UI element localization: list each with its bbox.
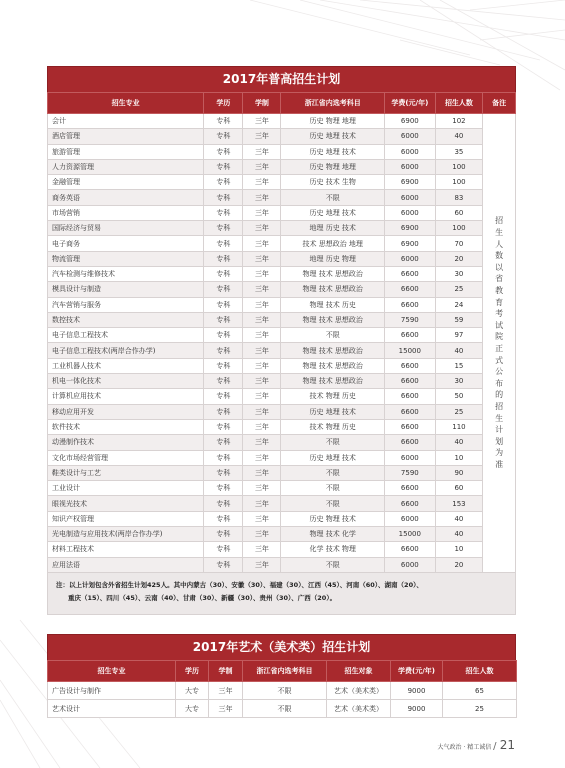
cell-duration: 三年: [243, 236, 281, 251]
cell-quota: 25: [443, 700, 517, 718]
cell-quota: 15: [435, 358, 483, 373]
cell-major: 光电制造与应用技术(两岸合作办学): [48, 527, 204, 542]
cell-target: 艺术（美术类）: [327, 682, 391, 700]
cell-tuition: 15000: [384, 527, 435, 542]
cell-degree: 专科: [204, 205, 243, 220]
art-plan-section: [47, 634, 516, 718]
cell-subjects: 地理 历史 物理: [281, 251, 385, 266]
art-plan-title: 2017年艺术（美术类）招生计划: [47, 634, 516, 660]
cell-subjects: 历史 地理 技术: [281, 450, 385, 465]
table-row: [48, 190, 516, 205]
cell-major: 应用法语: [48, 557, 204, 572]
footnote-line: 重庆（15）、四川（45）、云南（40）、甘肃（30）、新疆（30）、贵州（30）、广西（20）。: [68, 593, 337, 602]
cell-tuition: 6900: [384, 221, 435, 236]
cell-duration: 三年: [243, 527, 281, 542]
cell-degree: 专科: [204, 419, 243, 434]
cell-quota: 10: [435, 450, 483, 465]
cell-duration: 三年: [243, 465, 281, 480]
cell-duration: 三年: [243, 435, 281, 450]
cell-duration: 三年: [243, 312, 281, 327]
header-remark: 备注: [483, 93, 516, 114]
art-plan-table: [47, 660, 517, 718]
cell-degree: 专科: [204, 190, 243, 205]
cell-subjects: 物理 技术 思想政治: [281, 282, 385, 297]
table-row: [48, 496, 516, 511]
cell-major: 汽车营销与服务: [48, 297, 204, 312]
table-row: [48, 312, 516, 327]
table-row: [48, 358, 516, 373]
cell-major: 广告设计与制作: [48, 682, 176, 700]
table-row: [48, 129, 516, 144]
table-row: [48, 481, 516, 496]
table-row: [48, 144, 516, 159]
cell-major: 材料工程技术: [48, 542, 204, 557]
table-row: [48, 282, 516, 297]
cell-duration: 三年: [243, 282, 281, 297]
cell-quota: 59: [435, 312, 483, 327]
table-row: [48, 328, 516, 343]
table-row: [48, 159, 516, 174]
table-row: [48, 542, 516, 557]
footer-slogan: 大气政治 · 精工诚信: [437, 744, 492, 751]
cell-tuition: 6600: [384, 496, 435, 511]
cell-major: 电子信息工程技术(两岸合作办学): [48, 343, 204, 358]
cell-degree: 专科: [204, 374, 243, 389]
cell-tuition: 6600: [384, 297, 435, 312]
cell-quota: 40: [435, 527, 483, 542]
cell-subjects: 物理 技术 思想政治: [281, 343, 385, 358]
cell-subjects: 不限: [281, 435, 385, 450]
cell-subjects: 化学 技术 物理: [281, 542, 385, 557]
cell-quota: 97: [435, 328, 483, 343]
table-header-row: [48, 93, 516, 114]
cell-quota: 60: [435, 205, 483, 220]
cell-tuition: 6600: [384, 389, 435, 404]
cell-major: 数控技术: [48, 312, 204, 327]
remark-cell: [483, 114, 516, 573]
table-row: [48, 297, 516, 312]
cell-degree: 专科: [204, 282, 243, 297]
cell-degree: 专科: [204, 511, 243, 526]
cell-major: 工业机器人技术: [48, 358, 204, 373]
cell-subjects: 地理 历史 技术: [281, 221, 385, 236]
cell-subjects: 历史 地理 技术: [281, 144, 385, 159]
cell-major: 移动应用开发: [48, 404, 204, 419]
cell-degree: 专科: [204, 159, 243, 174]
cell-major: 眼视光技术: [48, 496, 204, 511]
plan-footnote: [47, 573, 516, 615]
cell-quota: 35: [435, 144, 483, 159]
table-row: [48, 236, 516, 251]
table-header-row: [48, 661, 517, 682]
cell-duration: 三年: [209, 682, 243, 700]
cell-major: 人力资源管理: [48, 159, 204, 174]
cell-target: 艺术（美术类）: [327, 700, 391, 718]
cell-quota: 102: [435, 114, 483, 129]
cell-subjects: 技术 物理 历史: [281, 419, 385, 434]
cell-subjects: 不限: [281, 481, 385, 496]
cell-subjects: 历史 技术 生物: [281, 175, 385, 190]
cell-tuition: 6000: [384, 190, 435, 205]
cell-major: 电子信息工程技术: [48, 328, 204, 343]
cell-degree: 专科: [204, 557, 243, 572]
cell-quota: 24: [435, 297, 483, 312]
cell-quota: 100: [435, 175, 483, 190]
table-row: [48, 700, 517, 718]
cell-subjects: 物理 技术 思想政治: [281, 266, 385, 281]
cell-quota: 40: [435, 435, 483, 450]
cell-quota: 30: [435, 266, 483, 281]
cell-duration: 三年: [243, 175, 281, 190]
cell-tuition: 6600: [384, 435, 435, 450]
cell-duration: 三年: [243, 251, 281, 266]
cell-subjects: 历史 地理 技术: [281, 205, 385, 220]
cell-subjects: 不限: [281, 465, 385, 480]
header-subjects: 浙江省内选考科目: [243, 661, 327, 682]
cell-tuition: 6600: [384, 282, 435, 297]
cell-subjects: 历史 物理 地理: [281, 114, 385, 129]
cell-tuition: 6000: [384, 205, 435, 220]
cell-major: 商务英语: [48, 190, 204, 205]
header-degree: 学历: [176, 661, 209, 682]
cell-subjects: 不限: [243, 700, 327, 718]
cell-duration: 三年: [243, 557, 281, 572]
cell-degree: 专科: [204, 404, 243, 419]
cell-degree: 专科: [204, 358, 243, 373]
cell-major: 酒店管理: [48, 129, 204, 144]
cell-subjects: 物理 技术 化学: [281, 527, 385, 542]
table-row: [48, 557, 516, 572]
cell-duration: 三年: [243, 159, 281, 174]
cell-degree: 专科: [204, 297, 243, 312]
cell-degree: 专科: [204, 251, 243, 266]
cell-major: 会计: [48, 114, 204, 129]
general-plan-title: 2017年普高招生计划: [47, 66, 516, 92]
cell-tuition: 9000: [391, 700, 443, 718]
cell-major: 国际经济与贸易: [48, 221, 204, 236]
table-row: [48, 221, 516, 236]
cell-degree: 大专: [176, 700, 209, 718]
cell-subjects: 历史 物理 地理: [281, 159, 385, 174]
table-row: [48, 419, 516, 434]
cell-major: 电子商务: [48, 236, 204, 251]
cell-degree: 专科: [204, 221, 243, 236]
cell-major: 机电一体化技术: [48, 374, 204, 389]
cell-quota: 153: [435, 496, 483, 511]
cell-subjects: 历史 地理 技术: [281, 404, 385, 419]
cell-degree: 专科: [204, 527, 243, 542]
table-row: [48, 343, 516, 358]
cell-degree: 专科: [204, 266, 243, 281]
cell-degree: 专科: [204, 435, 243, 450]
cell-subjects: 不限: [281, 557, 385, 572]
cell-degree: 专科: [204, 481, 243, 496]
cell-quota: 110: [435, 419, 483, 434]
cell-subjects: 历史 物理 技术: [281, 511, 385, 526]
table-row: [48, 435, 516, 450]
cell-duration: 三年: [209, 700, 243, 718]
cell-duration: 三年: [243, 129, 281, 144]
table-row: [48, 114, 516, 129]
cell-tuition: 6600: [384, 542, 435, 557]
cell-tuition: 6000: [384, 450, 435, 465]
cell-degree: 专科: [204, 450, 243, 465]
cell-quota: 60: [435, 481, 483, 496]
cell-tuition: 6600: [384, 266, 435, 281]
cell-subjects: 不限: [281, 496, 385, 511]
cell-major: 文化市场经营管理: [48, 450, 204, 465]
cell-quota: 10: [435, 542, 483, 557]
cell-subjects: 物理 技术 历史: [281, 297, 385, 312]
cell-duration: 三年: [243, 419, 281, 434]
table-row: [48, 450, 516, 465]
cell-degree: 专科: [204, 496, 243, 511]
cell-tuition: 6000: [384, 251, 435, 266]
table-row: [48, 389, 516, 404]
cell-quota: 40: [435, 343, 483, 358]
cell-subjects: 不限: [281, 328, 385, 343]
cell-duration: 三年: [243, 542, 281, 557]
table-row: [48, 374, 516, 389]
cell-degree: 大专: [176, 682, 209, 700]
cell-tuition: 6000: [384, 129, 435, 144]
page-footer: [438, 738, 516, 752]
cell-major: 汽车检测与维修技术: [48, 266, 204, 281]
cell-degree: 专科: [204, 236, 243, 251]
cell-major: 动漫制作技术: [48, 435, 204, 450]
cell-subjects: 物理 技术 思想政治: [281, 312, 385, 327]
cell-tuition: 9000: [391, 682, 443, 700]
cell-duration: 三年: [243, 144, 281, 159]
cell-duration: 三年: [243, 328, 281, 343]
cell-duration: 三年: [243, 496, 281, 511]
table-row: [48, 527, 516, 542]
cell-degree: 专科: [204, 144, 243, 159]
cell-degree: 专科: [204, 312, 243, 327]
cell-quota: 100: [435, 221, 483, 236]
table-row: [48, 682, 517, 700]
cell-subjects: 物理 技术 思想政治: [281, 374, 385, 389]
cell-subjects: 物理 技术 思想政治: [281, 358, 385, 373]
cell-quota: 70: [435, 236, 483, 251]
cell-duration: 三年: [243, 404, 281, 419]
table-row: [48, 175, 516, 190]
table-row: [48, 205, 516, 220]
cell-tuition: 7590: [384, 465, 435, 480]
cell-major: 知识产权管理: [48, 511, 204, 526]
cell-tuition: 6600: [384, 358, 435, 373]
cell-degree: 专科: [204, 343, 243, 358]
cell-major: 工业设计: [48, 481, 204, 496]
cell-tuition: 7590: [384, 312, 435, 327]
cell-duration: 三年: [243, 297, 281, 312]
cell-quota: 40: [435, 511, 483, 526]
cell-quota: 20: [435, 251, 483, 266]
cell-degree: 专科: [204, 465, 243, 480]
cell-tuition: 6000: [384, 159, 435, 174]
cell-degree: 专科: [204, 114, 243, 129]
header-major: 招生专业: [48, 661, 176, 682]
header-degree: 学历: [204, 93, 243, 114]
cell-duration: 三年: [243, 343, 281, 358]
header-quota: 招生人数: [435, 93, 483, 114]
header-quota: 招生人数: [443, 661, 517, 682]
header-subjects: 浙江省内选考科目: [281, 93, 385, 114]
general-plan-section: [47, 66, 516, 615]
cell-quota: 20: [435, 557, 483, 572]
cell-quota: 100: [435, 159, 483, 174]
cell-major: 模具设计与制造: [48, 282, 204, 297]
cell-major: 计算机应用技术: [48, 389, 204, 404]
footnote-line: 注：以上计划包含外省招生计划425人。其中内蒙古（30）、安徽（30）、福建（30）、江西（45）、河南（60）、湖南（20）、: [56, 580, 423, 589]
cell-subjects: 不限: [243, 682, 327, 700]
remark-text: 招生人数以省教育考试院正式公布的招生计划为准: [495, 216, 504, 469]
cell-duration: 三年: [243, 358, 281, 373]
cell-tuition: 15000: [384, 343, 435, 358]
cell-tuition: 6000: [384, 511, 435, 526]
cell-duration: 三年: [243, 511, 281, 526]
cell-subjects: 不限: [281, 190, 385, 205]
cell-tuition: 6000: [384, 557, 435, 572]
table-row: [48, 511, 516, 526]
cell-quota: 90: [435, 465, 483, 480]
cell-duration: 三年: [243, 221, 281, 236]
cell-tuition: 6600: [384, 419, 435, 434]
cell-tuition: 6600: [384, 374, 435, 389]
cell-quota: 25: [435, 404, 483, 419]
cell-degree: 专科: [204, 328, 243, 343]
header-target: 招生对象: [327, 661, 391, 682]
cell-tuition: 6900: [384, 175, 435, 190]
cell-degree: 专科: [204, 389, 243, 404]
cell-tuition: 6600: [384, 328, 435, 343]
cell-major: 物流管理: [48, 251, 204, 266]
cell-quota: 30: [435, 374, 483, 389]
cell-quota: 65: [443, 682, 517, 700]
cell-degree: 专科: [204, 175, 243, 190]
cell-tuition: 6000: [384, 144, 435, 159]
table-row: [48, 465, 516, 480]
cell-tuition: 6900: [384, 236, 435, 251]
cell-subjects: 历史 地理 技术: [281, 129, 385, 144]
cell-tuition: 6900: [384, 114, 435, 129]
cell-subjects: 技术 思想政治 地理: [281, 236, 385, 251]
cell-duration: 三年: [243, 266, 281, 281]
cell-duration: 三年: [243, 114, 281, 129]
cell-duration: 三年: [243, 374, 281, 389]
cell-quota: 83: [435, 190, 483, 205]
table-row: [48, 266, 516, 281]
general-plan-table: [47, 92, 516, 573]
cell-major: 软件技术: [48, 419, 204, 434]
cell-duration: 三年: [243, 481, 281, 496]
header-major: 招生专业: [48, 93, 204, 114]
cell-subjects: 技术 物理 历史: [281, 389, 385, 404]
header-duration: 学制: [243, 93, 281, 114]
cell-major: 市场营销: [48, 205, 204, 220]
cell-quota: 40: [435, 129, 483, 144]
cell-duration: 三年: [243, 389, 281, 404]
header-tuition: 学费(元/年): [391, 661, 443, 682]
cell-quota: 25: [435, 282, 483, 297]
footer-divider: /: [493, 741, 500, 752]
cell-tuition: 6600: [384, 404, 435, 419]
page-number: 21: [499, 738, 515, 752]
cell-degree: 专科: [204, 129, 243, 144]
cell-degree: 专科: [204, 542, 243, 557]
table-row: [48, 404, 516, 419]
cell-duration: 三年: [243, 450, 281, 465]
cell-major: 金融管理: [48, 175, 204, 190]
cell-duration: 三年: [243, 190, 281, 205]
cell-major: 艺术设计: [48, 700, 176, 718]
cell-major: 旅游管理: [48, 144, 204, 159]
cell-tuition: 6600: [384, 481, 435, 496]
cell-major: 鞋类设计与工艺: [48, 465, 204, 480]
header-tuition: 学费(元/年): [384, 93, 435, 114]
table-row: [48, 251, 516, 266]
cell-duration: 三年: [243, 205, 281, 220]
cell-quota: 50: [435, 389, 483, 404]
header-duration: 学制: [209, 661, 243, 682]
